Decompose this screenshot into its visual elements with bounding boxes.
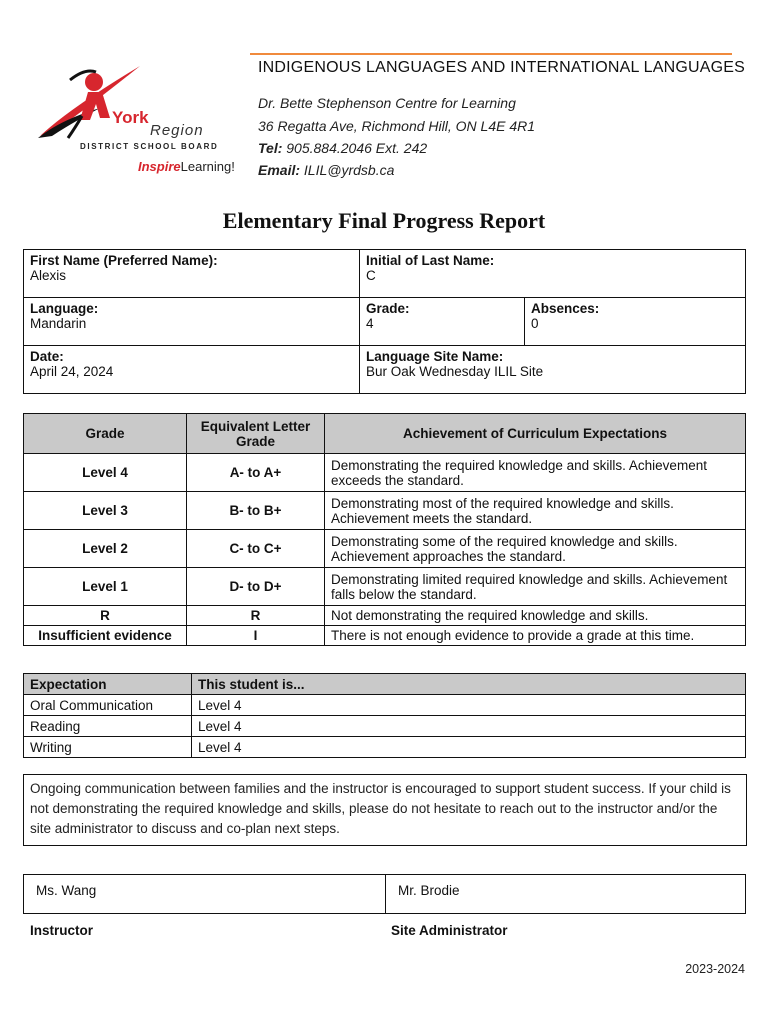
header-rule [250,53,732,55]
language-cell: Language: Mandarin [24,298,360,346]
telephone: Tel: 905.884.2046 Ext. 242 [258,140,428,156]
grade-value: 4 [366,316,374,331]
scale-row: Level 2 C- to C+ Demonstrating some of the required knowledge and skills. Achievement approaches the standard. [24,530,746,568]
last-initial-cell: Initial of Last Name: C [360,250,746,298]
exp-header-level: This student is... [192,674,746,695]
scale-row: Level 3 B- to B+ Demonstrating most of the required knowledge and skills. Achievement meets the standard. [24,492,746,530]
logo-york: York [112,108,149,127]
admin-label: Site Administrator [391,923,508,938]
admin-name: Mr. Brodie [386,875,746,914]
school-year: 2023-2024 [685,962,745,976]
scale-header-grade: Grade [24,414,187,454]
site-cell: Language Site Name: Bur Oak Wednesday ILIL Site [360,346,746,394]
first-name-value: Alexis [30,268,67,283]
yrdsb-logo [30,58,235,183]
communication-note: Ongoing communication between families and the instructor is encouraged to support student success. If your child is not demonstrating the required knowledge and skills, please do not hesitate to reach out to the instructor and/or the site administrator to discuss and co-plan next steps. [23,774,747,846]
instructor-name: Ms. Wang [24,875,386,914]
date-cell: Date: April 24, 2024 [24,346,360,394]
date-value: April 24, 2024 [30,364,114,379]
logo-board: DISTRICT SCHOOL BOARD [80,142,219,151]
last-initial-value: C [366,268,376,283]
language-value: Mandarin [30,316,87,331]
scale-header-letter: Equivalent Letter Grade [187,414,325,454]
report-title: Elementary Final Progress Report [222,208,546,233]
scale-header-achievement: Achievement of Curriculum Expectations [325,414,746,454]
signature-table [23,874,746,914]
logo-tagline: InspireLearning! [138,159,235,174]
expectation-row: Reading Level 4 [24,716,746,737]
expectation-row: Writing Level 4 [24,737,746,758]
scale-row: Level 4 A- to A+ Demonstrating the required knowledge and skills. Achievement exceeds the standard. [24,454,746,492]
scale-row: R R Not demonstrating the required knowledge and skills. [24,606,746,626]
absences-value: 0 [531,316,539,331]
expectations-table [23,673,746,758]
site-value: Bur Oak Wednesday ILIL Site [366,364,544,379]
scale-row: Level 1 D- to D+ Demonstrating limited required knowledge and skills. Achievement falls below the standard. [24,568,746,606]
exp-header-expectation: Expectation [24,674,192,695]
instructor-label: Instructor [30,923,94,938]
student-info-table [23,249,746,394]
first-name-cell: First Name (Preferred Name): Alexis [24,250,360,298]
centre-name: Dr. Bette Stephenson Centre for Learning [258,95,516,111]
achievement-scale-table [23,413,746,646]
grade-cell: Grade: 4 [360,298,525,346]
expectation-row: Oral Communication Level 4 [24,695,746,716]
org-title: INDIGENOUS LANGUAGES AND INTERNATIONAL LANGUAGES [258,59,746,76]
email: Email: ILIL@yrdsb.ca [258,162,395,178]
absences-cell: Absences: 0 [525,298,746,346]
address: 36 Regatta Ave, Richmond Hill, ON L4E 4R1 [258,118,536,134]
logo-region: Region [150,122,204,139]
scale-row: Insufficient evidence I There is not enough evidence to provide a grade at this time. [24,626,746,646]
